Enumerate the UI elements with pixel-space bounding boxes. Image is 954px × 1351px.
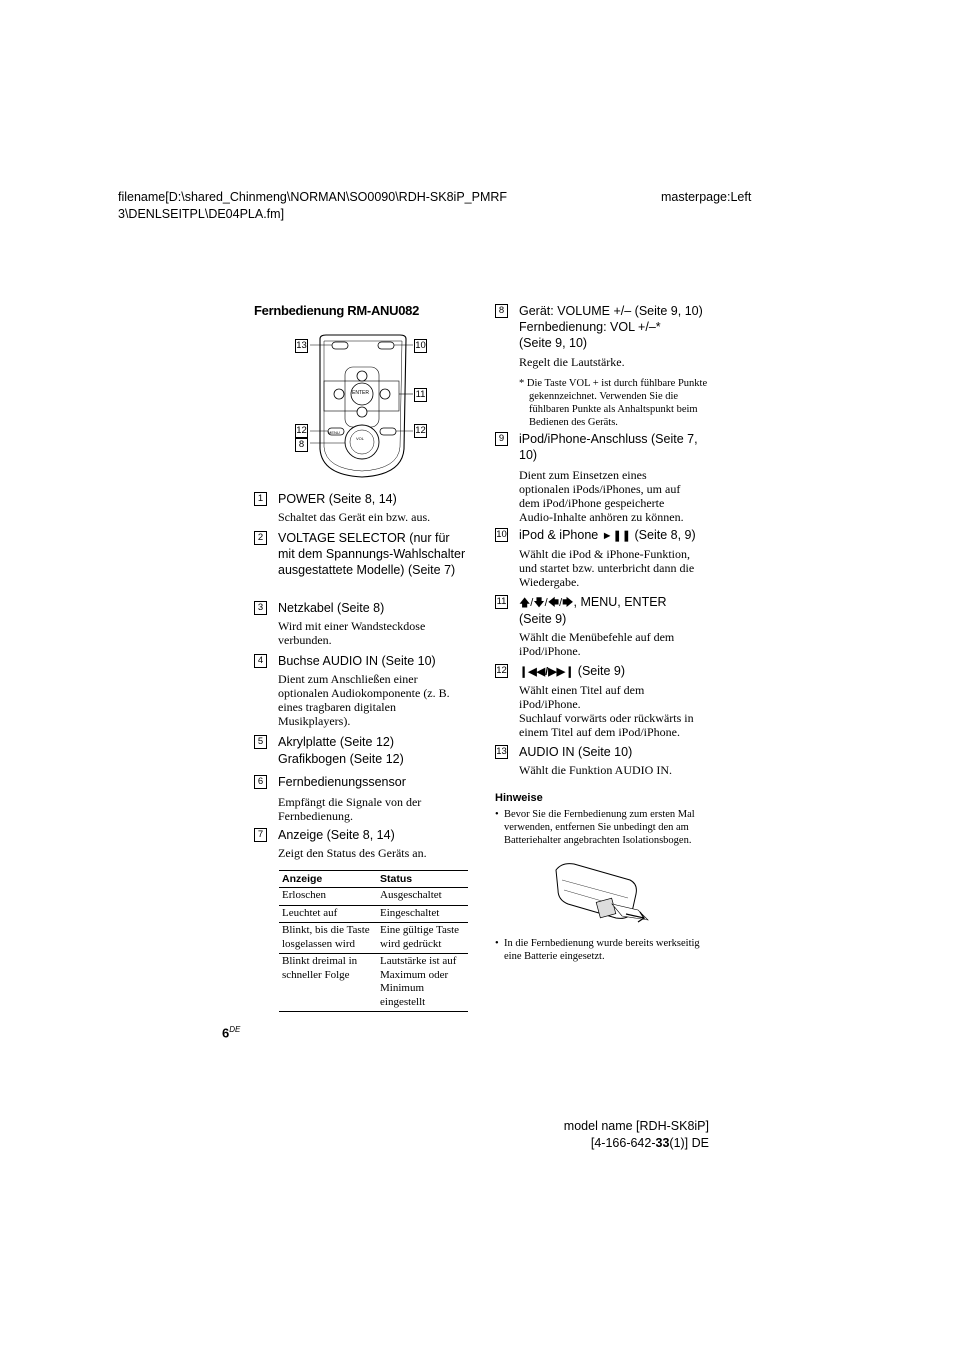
table-cell: Erloschen (279, 888, 377, 906)
list-item (495, 527, 710, 589)
table-header-status: Status (377, 871, 468, 888)
item-heading-3: (Seite 9, 10) (519, 336, 588, 350)
item-description: Wählt einen Titel auf dem iPod/iPhone. (519, 683, 645, 711)
item-number: 10 (496, 529, 507, 540)
remote-control-illustration (292, 333, 432, 483)
table-cell: Eine gültige Taste wird gedrückt (377, 923, 468, 954)
list-item (254, 600, 469, 647)
list-item (254, 774, 469, 823)
table-cell: Eingeschaltet (377, 905, 468, 923)
table-cell: Lautstärke ist auf Maximum oder Minimum eingestellt (377, 954, 468, 1012)
item-heading-2: Fernbedienung: VOL +/–* (519, 320, 661, 334)
table-row (279, 905, 468, 923)
footer-part-prefix: [4-166-642- (590, 1136, 656, 1150)
table-cell: Ausgeschaltet (377, 888, 468, 906)
item-heading: Buchse AUDIO IN (Seite 10) (278, 654, 436, 668)
list-item (254, 734, 469, 767)
footer-model (500, 1118, 709, 1152)
item-description: Wird mit einer Wandsteckdose verbunden. (278, 619, 426, 647)
remote-enter-label: ENTER (352, 390, 369, 396)
item-number: 9 (495, 432, 508, 446)
status-table (279, 870, 468, 1012)
table-cell: Blinkt, bis die Taste losgelassen wird (279, 923, 377, 954)
list-item (254, 491, 469, 524)
bullet-icon: • (495, 809, 499, 820)
remote-callout-8: 8 (295, 438, 308, 452)
list-item (495, 303, 710, 429)
play-pause-icon: ►❚❚ (601, 530, 632, 542)
page-number-suffix: DE (229, 1025, 241, 1034)
remote-callout-13: 13 (296, 340, 307, 351)
header-filename (118, 189, 507, 223)
footer-part-number (500, 1135, 709, 1152)
footer-part-suffix: (1)] DE (669, 1136, 709, 1150)
remote-callout-10: 10 (415, 340, 426, 351)
item-heading: (Seite 9) (574, 664, 626, 678)
list-item (495, 663, 710, 739)
item-description: Wählt die Menübefehle auf dem iPod/iPhone. (519, 630, 675, 658)
list-item (495, 744, 710, 777)
list-item (495, 431, 710, 524)
item-description: Empfängt die Signale von der Fernbedienung. (278, 795, 422, 823)
item-number: 13 (496, 746, 507, 757)
remote-callout-11: 11 (415, 389, 426, 400)
header-masterpage: masterpage:Left (661, 190, 752, 204)
remote-vol-label: VOL (356, 436, 365, 441)
list-item (495, 594, 710, 658)
item-description: Zeigt den Status des Geräts an. (278, 846, 427, 860)
item-number: 7 (254, 828, 267, 842)
item-description: Schaltet das Gerät ein bzw. aus. (278, 510, 431, 524)
table-cell: Blinkt dreimal in schneller Folge (279, 954, 377, 1012)
item-description: Wählt die Funktion AUDIO IN. (519, 763, 672, 777)
table-header-anzeige: Anzeige (279, 871, 377, 888)
item-heading: POWER (Seite 8, 14) (278, 492, 397, 506)
item-number: 8 (495, 304, 508, 318)
item-number: 2 (254, 531, 267, 545)
section-title: Fernbedienung RM-ANU082 (254, 303, 420, 318)
item-description-2: Suchlauf vorwärts oder rückwärts in einem Titel auf dem iPod/iPhone. (519, 711, 694, 739)
item-number: 1 (254, 492, 267, 506)
remote-menu-label: MENU (328, 430, 340, 435)
item-heading: , MENU, ENTER (573, 595, 667, 609)
list-item (254, 827, 469, 860)
item-heading: Anzeige (Seite 8, 14) (278, 828, 395, 842)
list-item (254, 653, 469, 728)
remote-callout-12-left: 12 (296, 425, 307, 436)
table-cell: Leuchtet auf (279, 905, 377, 923)
table-row (279, 923, 468, 954)
battery-insulation-illustration (552, 860, 652, 930)
header-filename-line1: filename[D:\shared_Chinmeng\NORMAN\SO0090\RDH-SK8iP_PMRF (118, 190, 508, 204)
item-number: 6 (254, 775, 267, 789)
list-item (254, 530, 469, 578)
table-row (279, 888, 468, 906)
note-text: In die Fernbedienung wurde bereits werkseitig eine Batterie eingesetzt. (504, 938, 700, 962)
header-filename-line2: 3\DENLSEITPL\DE04PLA.fm] (118, 207, 285, 221)
note-bullet (495, 808, 710, 847)
page-number (222, 1025, 240, 1040)
item-description: Regelt die Lautstärke. (519, 355, 625, 369)
bullet-icon: • (495, 938, 499, 949)
prev-next-icon: ❙◀◀/▶▶❙ (519, 666, 575, 678)
item-heading: Gerät: VOLUME +/– (Seite 9, 10) (519, 304, 703, 318)
item-heading: iPod/iPhone-Anschluss (Seite 7, 10) (519, 432, 698, 462)
item-description: Wählt die iPod & iPhone-Funktion, und startet bzw. unterbricht dann die Wiedergabe. (519, 547, 695, 589)
item-heading: Fernbedienungssensor (278, 775, 406, 789)
page-number-value: 6 (222, 1025, 230, 1041)
item-heading-2: (Seite 9) (519, 612, 567, 626)
item-heading: VOLTAGE SELECTOR (nur für mit dem Spannungs-Wahlschalter ausgestattete Modelle) (Seite 7) (278, 531, 466, 577)
item-heading: Akrylplatte (Seite 12) (278, 735, 395, 749)
note-text: Bevor Sie die Fernbedienung zum ersten Mal verwenden, entfernen Sie unbedingt den am Batteriehalter angebrachten Isolationsbogen. (504, 809, 695, 846)
item-heading: iPod & iPhone (519, 528, 602, 542)
footer-model-name: model name [RDH-SK8iP] (563, 1119, 709, 1133)
arrow-keys-icon: 🡅/🡇/🡄/🡆 (519, 597, 574, 609)
item-heading-suffix: (Seite 8, 9) (631, 528, 696, 542)
notes-title: Hinweise (495, 792, 543, 804)
item-number: 3 (254, 601, 267, 615)
item-description: Dient zum Anschließen einer optionalen Audiokomponente (z. B. eines tragbaren digitalen Musikplayers). (278, 672, 450, 728)
item-number: 4 (254, 654, 267, 668)
item-footnote: * Die Taste VOL + ist durch fühlbare Punkte gekennzeichnet. Verwenden Sie die fühlbaren Punkte als Anhaltspunkt beim Bedienen des Geräts. (519, 378, 708, 428)
note-bullet (495, 937, 710, 963)
item-number: 12 (496, 665, 507, 676)
item-description: Dient zum Einsetzen eines optionalen iPods/iPhones, um auf dem iPod/iPhone gespeicherte Audio-Inhalte anhören zu können. (519, 468, 684, 524)
footer-part-bold: 33 (655, 1136, 670, 1150)
item-heading: AUDIO IN (Seite 10) (519, 745, 633, 759)
item-number: 11 (496, 596, 507, 607)
item-heading-2: Grafikbogen (Seite 12) (278, 752, 404, 766)
item-heading: Netzkabel (Seite 8) (278, 601, 385, 615)
item-number: 5 (254, 735, 267, 749)
table-row (279, 954, 468, 1012)
remote-callout-12-right: 12 (415, 425, 426, 436)
